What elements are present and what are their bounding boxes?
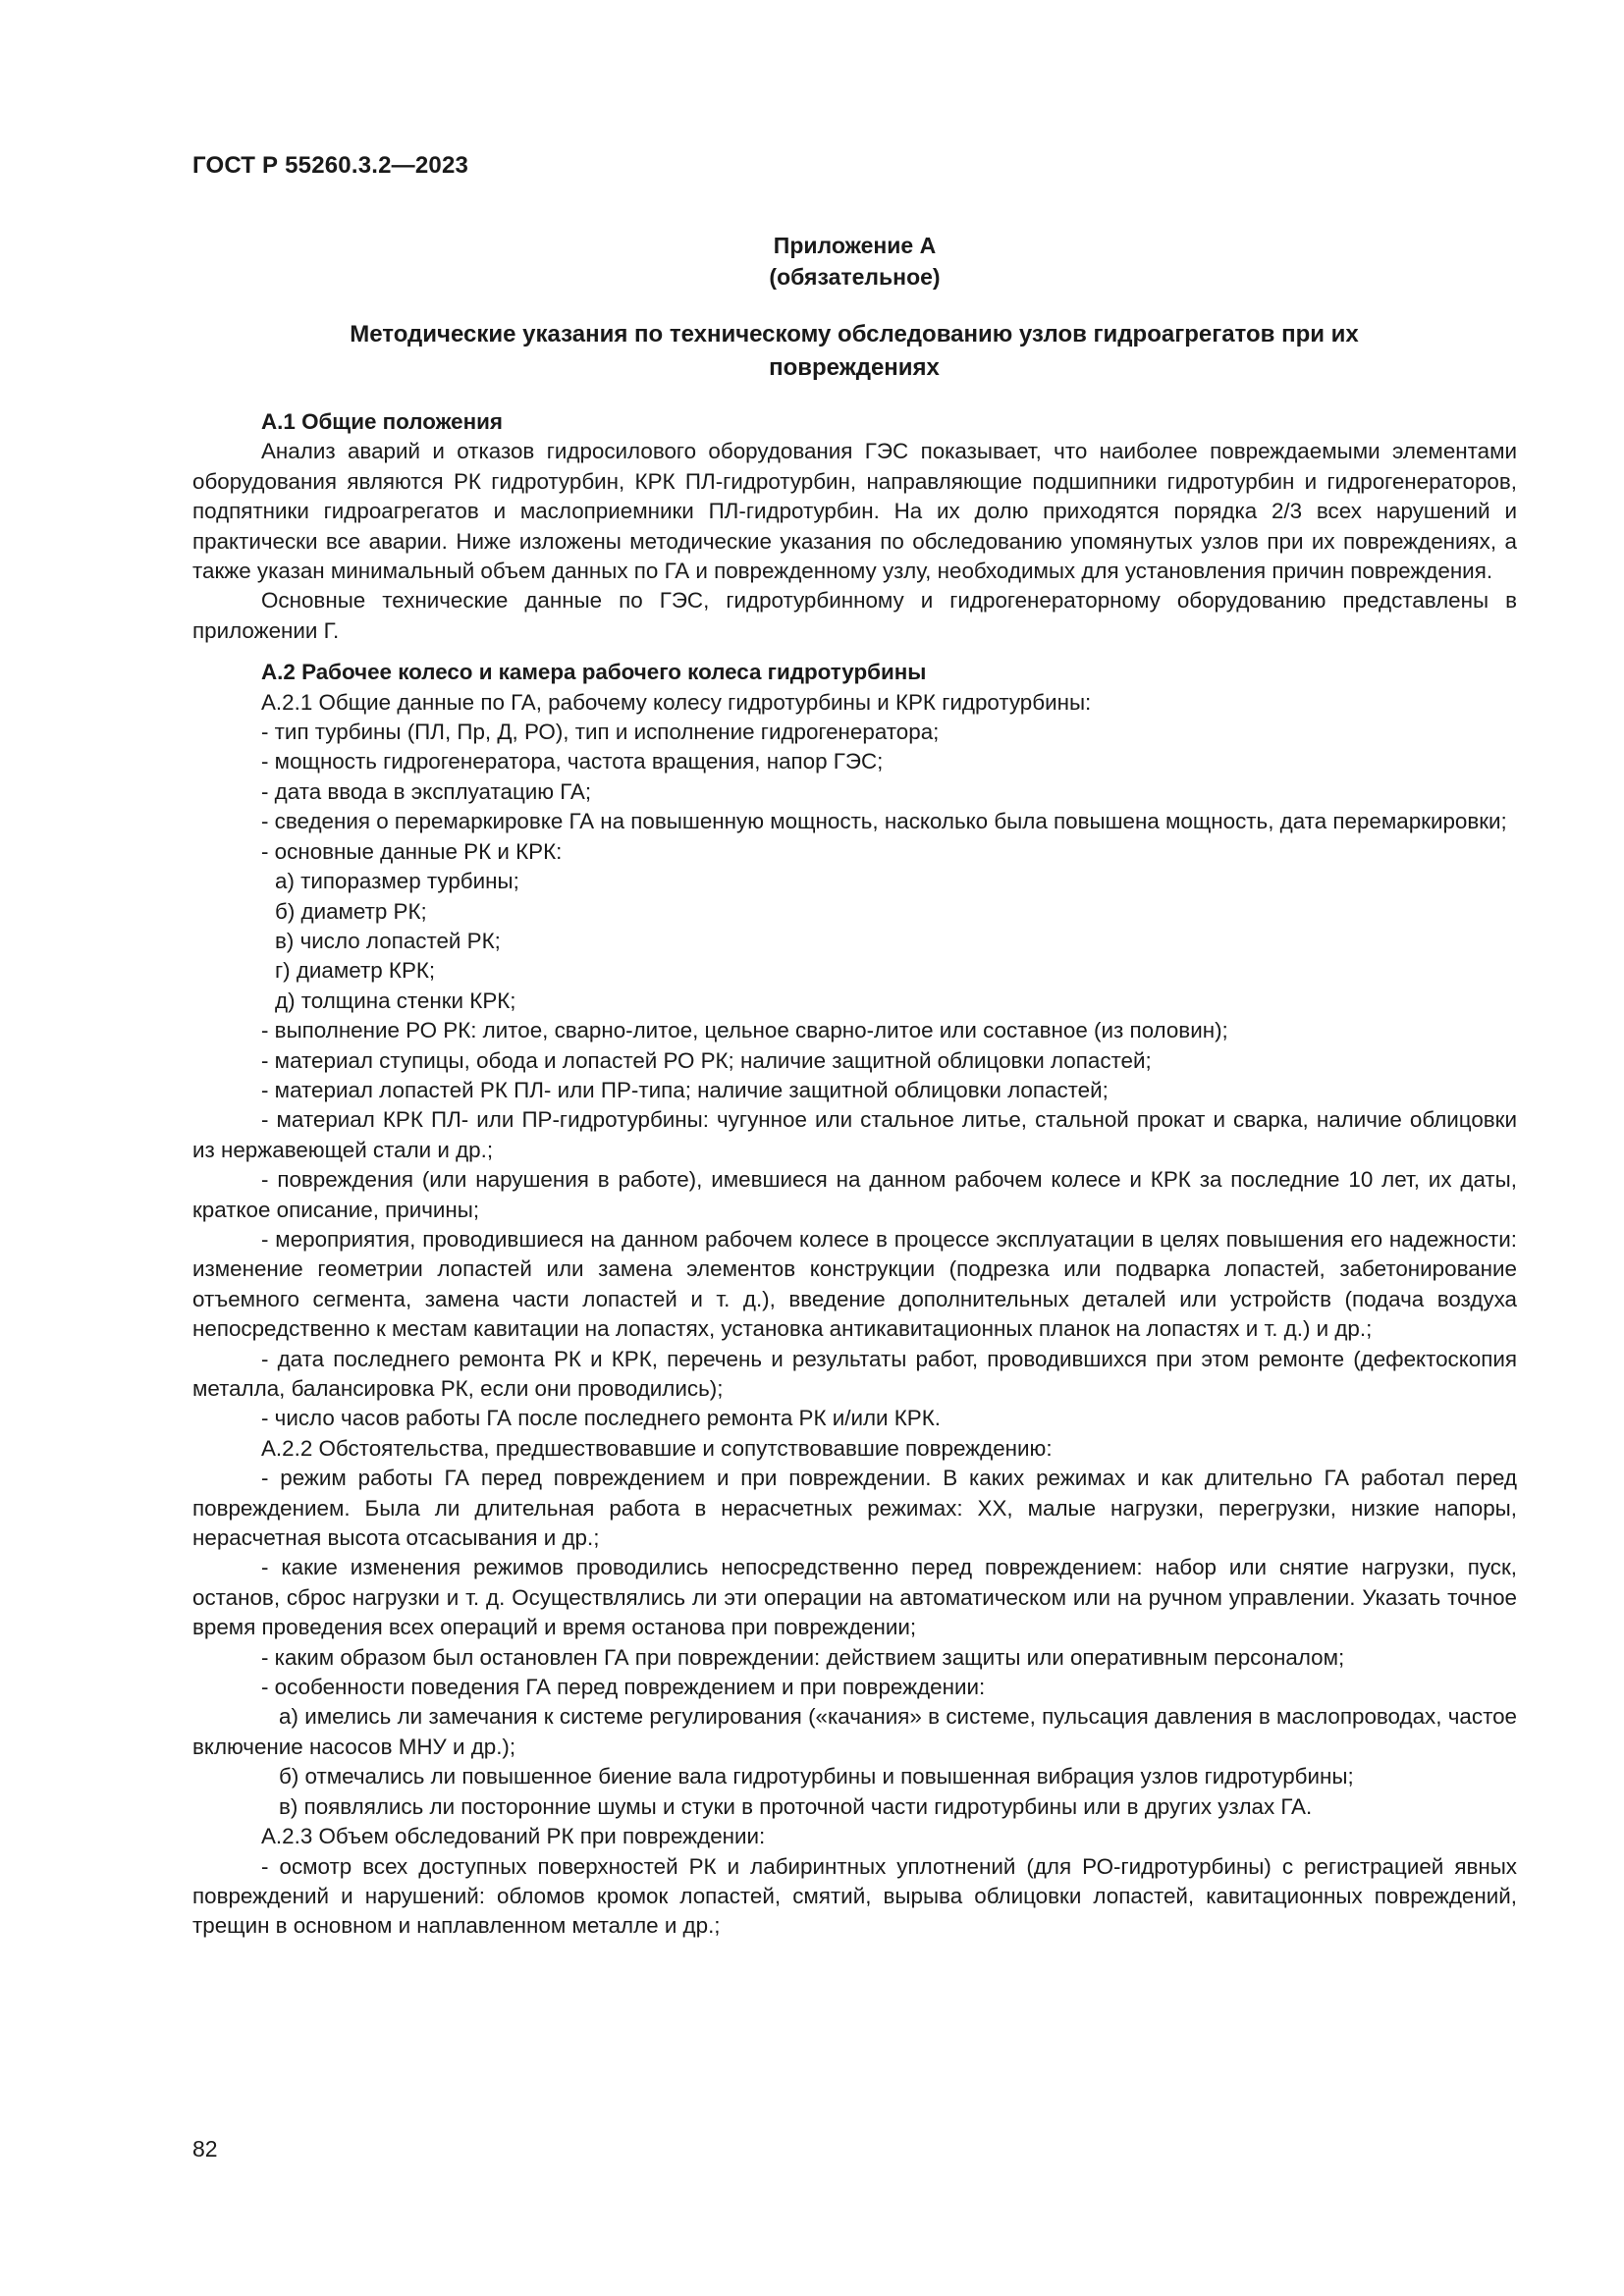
list-item: а) типоразмер турбины; [275, 869, 519, 894]
section-heading-a2: А.2 Рабочее колесо и камера рабочего колеса гидротурбины [261, 660, 927, 685]
paragraph: - мероприятия, проводившиеся на данном рабочем колесе в процессе эксплуатации в целях повышения его надежности: изменение геометрии лопастей или замена элементов конструкции (подрезка или подварка лопастей, забетонирование отъемного сегмента, замена части лопастей и т. д.), введение дополнительных деталей или устройств (подача воздуха непосредственно к местам кавитации на лопастях, установка антикавитационных планок на лопастях и т. д.) и др.; [192, 1226, 1517, 1342]
paragraph: - режим работы ГА перед повреждением и при повреждении. В каких режимах и как длительно ГА работал перед повреждением. Была ли длительная работа в нерасчетных режимах: ХХ, малые нагрузки, перегрузки, низкие напоры, нерасчетная высота отсасывания и др.; [192, 1466, 1517, 1551]
paragraph: - особенности поведения ГА перед повреждением и при повреждении: [261, 1675, 986, 1700]
section-a2-content [192, 688, 1517, 1942]
section-heading-a1: А.1 Общие положения [261, 409, 503, 434]
paragraph: - каким образом был остановлен ГА при повреждении: действием защиты или оперативным персоналом; [261, 1644, 1345, 1670]
list-item: а) имелись ли замечания к системе регулирования («качания» в системе, пульсация давления в маслопроводах, частое включение насосов МНУ и др.); [192, 1704, 1517, 1759]
paragraph: - основные данные РК и КРК: [261, 838, 563, 864]
document-body [192, 407, 1517, 1942]
paragraph: Анализ аварий и отказов гидросилового оборудования ГЭС показывает, что наиболее повреждаемыми элементами оборудования являются РК гидротурбин, КРК ПЛ-гидротурбин, направляющие подшипники гидротурбин и гидрогенераторов, подпятники гидроагрегатов и маслоприемники ПЛ-гидротурбин. На их долю приходятся порядка 2/3 всех нарушений и практически все аварии. Ниже изложены методические указания по обследованию упомянутых узлов при их повреждениях, а также указан минимальный объем данных по ГА и поврежденному узлу, необходимых для установления причин повреждения. [192, 439, 1517, 584]
paragraph: - материал КРК ПЛ- или ПР-гидротурбины: чугунное или стальное литье, стальной прокат и сварка, наличие облицовки из нержавеющей стали и др.; [192, 1107, 1517, 1162]
paragraph: - дата ввода в эксплуатацию ГА; [261, 778, 592, 804]
page-number: 82 [192, 2136, 218, 2162]
list-item: б) отмечались ли повышенное биение вала гидротурбины и повышенная вибрация узлов гидротурбины; [279, 1764, 1354, 1789]
paragraph: - повреждения (или нарушения в работе), имевшиеся на данном рабочем колесе и КРК за последние 10 лет, их даты, краткое описание, причины; [192, 1167, 1517, 1222]
paragraph: - материал лопастей РК ПЛ- или ПР-типа; наличие защитной облицовки лопастей; [261, 1077, 1109, 1102]
paragraph: - дата последнего ремонта РК и КРК, перечень и результаты работ, проводившихся при этом ремонте (дефектоскопия металла, балансировка РК, если они проводились); [192, 1346, 1517, 1401]
paragraph: - какие изменения режимов проводились непосредственно перед повреждением: набор или снятие нагрузки, пуск, останов, сброс нагрузки и т. д. Осуществлялись ли эти операции на автоматическом или на ручном управлении. Указать точное время проведения всех операций и время останова при повреждении; [192, 1555, 1517, 1640]
main-title-line-1: Методические указания по техническому обследованию узлов гидроагрегатов при их [350, 321, 1359, 347]
paragraph: А.2.2 Обстоятельства, предшествовавшие и сопутствовавшие повреждению: [261, 1435, 1053, 1461]
appendix-heading [192, 230, 1517, 293]
paragraph: - осмотр всех доступных поверхностей РК и лабиринтных уплотнений (для РО-гидротурбины) с регистрацией явных повреждений и нарушений: обломов кромок лопастей, смятий, вырыва облицовки лопастей, кавитационных повреждений, трещин в основном и наплавленном металле и др.; [192, 1853, 1517, 1939]
paragraph: - выполнение РО РК: литое, сварно-литое, цельное сварно-литое или составное (из половин); [261, 1018, 1228, 1043]
paragraph: - число часов работы ГА после последнего ремонта РК и/или КРК. [261, 1406, 942, 1431]
appendix-status: (обязательное) [769, 264, 941, 290]
paragraph: Основные технические данные по ГЭС, гидротурбинному и гидрогенераторному оборудованию представлены в приложении Г. [192, 588, 1517, 643]
list-item: б) диаметр РК; [275, 898, 427, 924]
list-item: в) число лопастей РК; [275, 928, 501, 953]
appendix-title: Приложение А [773, 233, 937, 258]
paragraph: А.2.1 Общие данные по ГА, рабочему колесу гидротурбины и КРК гидротурбины: [261, 689, 1092, 715]
paragraph: А.2.3 Объем обследований РК при повреждении: [261, 1824, 766, 1849]
paragraph: - сведения о перемаркировке ГА на повышенную мощность, насколько была повышена мощность, дата перемаркировки; [261, 809, 1507, 834]
paragraph: - материал ступицы, обода и лопастей РО РК; наличие защитной облицовки лопастей; [261, 1047, 1152, 1073]
list-item: г) диаметр КРК; [275, 958, 436, 984]
document-code: ГОСТ Р 55260.3.2—2023 [192, 152, 469, 179]
paragraph: - тип турбины (ПЛ, Пр, Д, РО), тип и исполнение гидрогенератора; [261, 720, 940, 745]
list-item: в) появлялись ли посторонние шумы и стуки в проточной части гидротурбины или в других узлах ГА. [279, 1793, 1313, 1819]
main-title [245, 318, 1463, 385]
list-item: д) толщина стенки КРК; [275, 988, 516, 1013]
main-title-line-2: повреждениях [769, 354, 940, 381]
paragraph: - мощность гидрогенератора, частота вращения, напор ГЭС; [261, 749, 884, 774]
